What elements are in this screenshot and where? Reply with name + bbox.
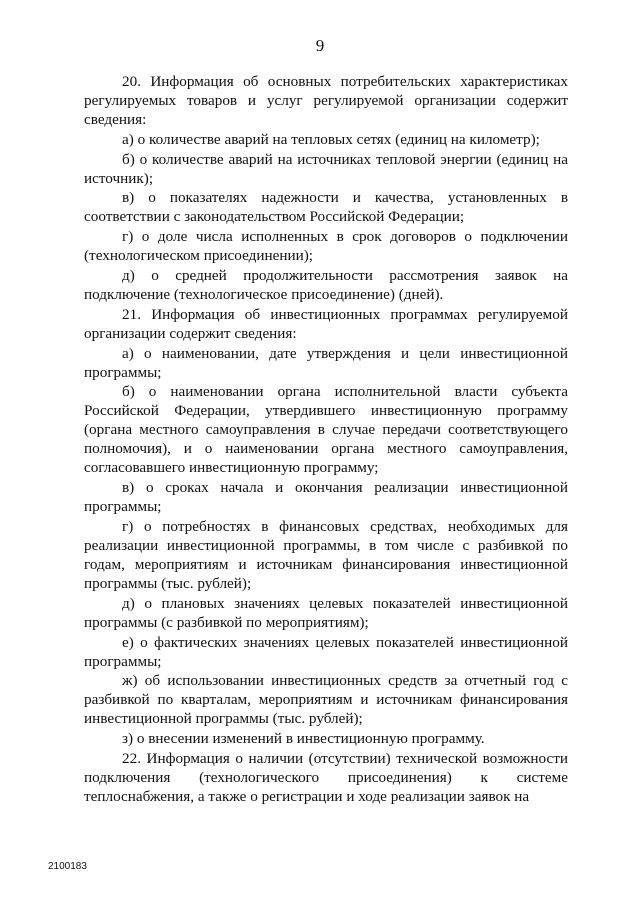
page-number: 9 [315,36,325,55]
item-21-z: з) о внесении изменений в инвестиционную программу. [122,730,485,748]
item-21-v: в) о сроках начала и окончания реализации инвестиционной программы; [84,479,568,516]
item-20-g: г) о доле числа исполненных в срок договоров о подключении (технологическом присоединении); [84,228,568,265]
item-21-zh: ж) об использовании инвестиционных средств за отчетный год с разбивкой по кварталам, мероприятиям и источникам финансирования инвестиционной программы (тыс. рублей); [84,672,568,728]
item-21-g: г) о потребностях в финансовых средствах, необходимых для реализации инвестиционной программы, в том числе с разбивкой по годам, мероприятиям и источникам финансирования инвестиционной программы (тыс. рублей); [84,517,568,592]
item-21-b: б) о наименовании органа исполнительной власти субъекта Российской Федерации, утвердившего инвестиционную программу (органа местного самоуправления в случае передачи соответствующего полномочия), и о наименовании органа местного самоуправления, согласовавшего инвестиционную программу; [84,383,568,477]
paragraph-20: 20. Информация об основных потребительских характеристиках регулируемых товаров и услуг регулируемой организации содержит сведения: [84,73,568,128]
item-21-a: а) о наименовании, дате утверждения и цели инвестиционной программы; [84,344,568,381]
item-20-b: б) о количестве аварий на источниках тепловой энергии (единиц на источник); [84,150,568,187]
document-code: 2100183 [48,861,87,872]
item-21-d: д) о плановых значениях целевых показателей инвестиционной программы (с разбивкой по мероприятиям); [84,594,568,631]
item-21-e: е) о фактических значениях целевых показателей инвестиционной программы; [84,633,568,670]
paragraph-21: 21. Информация об инвестиционных программах регулируемой организации содержит сведения: [84,305,568,342]
item-20-a: а) о количестве аварий на тепловых сетях (единиц на километр); [122,130,540,148]
item-20-v: в) о показателях надежности и качества, установленных в соответствии с законодательством Российской Федерации; [84,189,568,226]
item-20-d: д) о средней продолжительности рассмотрения заявок на подключение (технологическое присоединение) (дней). [84,266,568,303]
document-body [84,72,568,807]
paragraph-22: 22. Информация о наличии (отсутствии) технической возможности подключения (технологического присоединения) к системе теплоснабжения, а также о регистрации и ходе реализации заявок на [84,749,568,805]
